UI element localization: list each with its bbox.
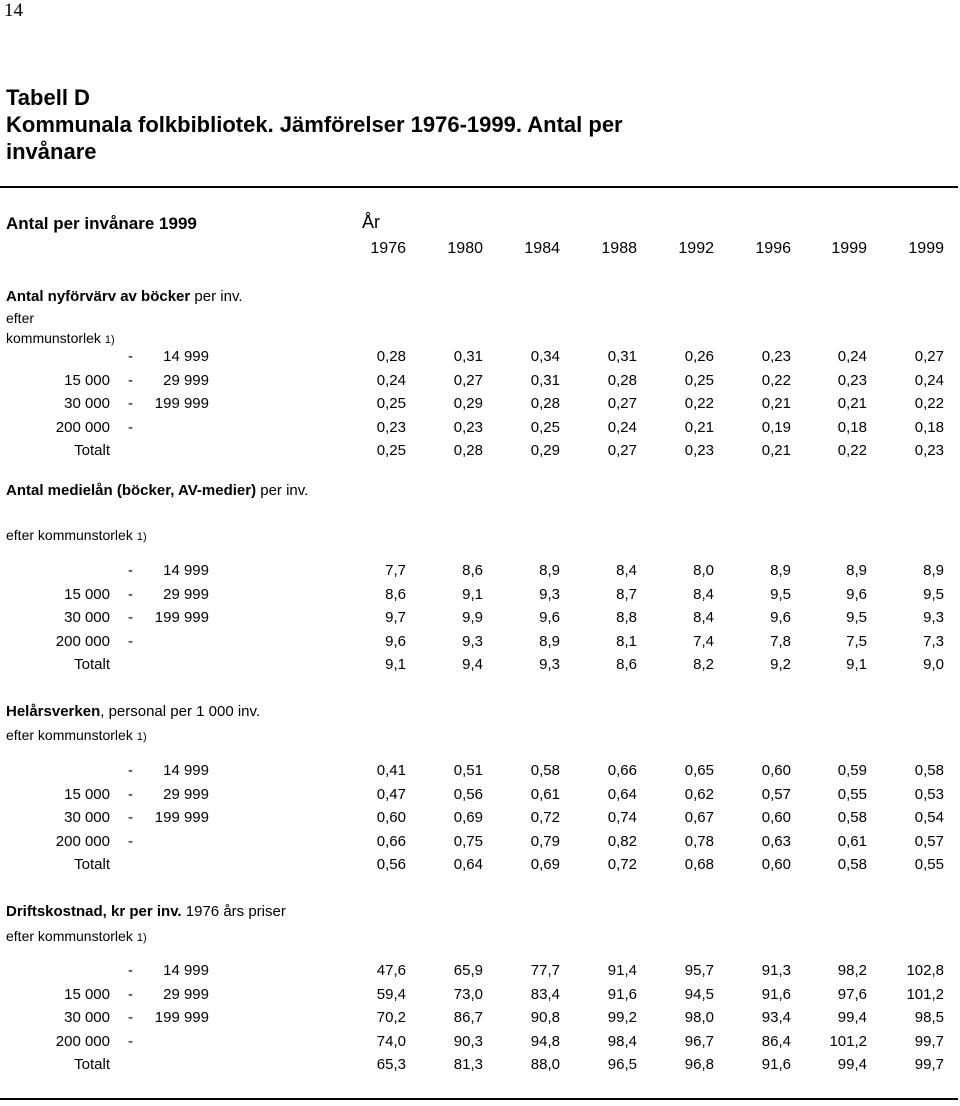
section-title-bold: Antal nyförvärv av böcker	[6, 288, 191, 305]
table-cell: 9,1	[385, 656, 406, 673]
row-label-to: 199 999	[154, 809, 209, 826]
table-cell: 95,7	[684, 962, 714, 979]
row-label-from: 30 000	[64, 609, 110, 626]
table-cell: 0,29	[453, 395, 483, 412]
table-cell: 0,79	[530, 832, 560, 850]
section-title-rest: per inv.	[190, 288, 243, 305]
table-cell: 90,3	[453, 1032, 483, 1050]
table-cell: 91,6	[607, 985, 637, 1003]
table-cell: 0,23	[684, 442, 714, 459]
row-label-dash: -	[128, 832, 133, 850]
year-header-2: 1984	[524, 240, 560, 257]
row-label-to: 199 999	[154, 1009, 209, 1026]
footnote-marker: 1)	[136, 731, 147, 743]
table-cell: 0,28	[376, 348, 406, 365]
table-cell: 0,21	[684, 418, 714, 436]
table-cell: 0,72	[530, 809, 560, 826]
year-header-1: 1980	[447, 240, 483, 257]
row-label-from: Totalt	[74, 856, 110, 873]
table-cell: 9,3	[462, 632, 483, 650]
row-label-to: 29 999	[163, 785, 209, 803]
section-title-bold: Antal medielån (böcker, AV-medier)	[6, 482, 257, 499]
table-cell: 7,3	[923, 632, 944, 650]
section-title	[6, 703, 260, 720]
page-number: 14	[4, 0, 23, 21]
table-cell: 97,6	[837, 985, 867, 1003]
row-label-dash: -	[128, 985, 133, 1003]
table-cell: 0,31	[530, 371, 560, 389]
title-line-2: Kommunala folkbibliotek. Jämförelser 1976-1999. Antal per	[6, 112, 623, 137]
table-cell: 0,28	[607, 371, 637, 389]
table-cell: 0,19	[761, 418, 791, 436]
table-cell: 0,82	[607, 832, 637, 850]
table-cell: 0,25	[376, 395, 406, 412]
table-cell: 0,57	[914, 832, 944, 850]
section-subtitle-text-2: kommunstorlek	[6, 330, 101, 346]
section-subtitle	[6, 727, 147, 743]
table-cell: 0,22	[837, 442, 867, 459]
table-cell: 0,61	[837, 832, 867, 850]
table-cell: 0,23	[837, 371, 867, 389]
table-cell: 98,4	[607, 1032, 637, 1050]
table-cell: 65,3	[376, 1056, 406, 1073]
table-cell: 88,0	[530, 1056, 560, 1073]
row-label-dash: -	[128, 562, 133, 579]
table-cell: 8,1	[616, 632, 637, 650]
table-cell: 8,9	[539, 562, 560, 579]
table-cell: 0,60	[376, 809, 406, 826]
table-cell: 0,69	[453, 809, 483, 826]
row-label-to: 199 999	[154, 609, 209, 626]
table-cell: 9,7	[385, 609, 406, 626]
table-cell: 0,21	[761, 395, 791, 412]
section-title-rest: , personal per 1 000 inv.	[100, 703, 261, 720]
table-cell: 0,21	[761, 442, 791, 459]
year-header-3: 1988	[601, 240, 637, 257]
section-subtitle	[6, 527, 147, 543]
column-header-label: Antal per invånare 1999	[6, 214, 197, 233]
table-cell: 0,24	[914, 371, 944, 389]
table-cell: 8,7	[616, 585, 637, 603]
table-cell: 74,0	[376, 1032, 406, 1050]
table-cell: 0,61	[530, 785, 560, 803]
table-cell: 86,7	[453, 1009, 483, 1026]
row-label-from: 30 000	[64, 1009, 110, 1026]
table-cell: 99,7	[914, 1032, 944, 1050]
table-cell: 0,54	[914, 809, 944, 826]
table-cell: 96,8	[684, 1056, 714, 1073]
section-subtitle-text: efter kommunstorlek	[6, 527, 133, 543]
table-cell: 0,26	[684, 348, 714, 365]
table-title	[6, 84, 706, 165]
table-cell: 0,78	[684, 832, 714, 850]
table-cell: 0,18	[837, 418, 867, 436]
title-line-1: Tabell D	[6, 85, 90, 110]
table-cell: 9,6	[846, 585, 867, 603]
footnote-marker: 1)	[136, 531, 147, 543]
table-cell: 91,4	[607, 962, 637, 979]
row-label-dash: -	[128, 762, 133, 779]
table-cell: 94,8	[530, 1032, 560, 1050]
row-label-to: 14 999	[163, 762, 209, 779]
section-title	[6, 482, 308, 499]
table-cell: 99,4	[837, 1009, 867, 1026]
table-cell: 65,9	[453, 962, 483, 979]
table-cell: 0,66	[376, 832, 406, 850]
table-cell: 9,6	[385, 632, 406, 650]
row-label-from: Totalt	[74, 442, 110, 459]
table-cell: 0,58	[914, 762, 944, 779]
table-cell: 0,57	[761, 785, 791, 803]
table-cell: 96,5	[607, 1056, 637, 1073]
table-cell: 0,25	[684, 371, 714, 389]
table-cell: 0,75	[453, 832, 483, 850]
row-label-from: 15 000	[64, 985, 110, 1003]
table-cell: 0,22	[914, 395, 944, 412]
table-cell: 0,24	[837, 348, 867, 365]
table-cell: 0,41	[376, 762, 406, 779]
table-cell: 0,55	[837, 785, 867, 803]
table-cell: 102,8	[906, 962, 944, 979]
table-cell: 0,31	[453, 348, 483, 365]
table-cell: 0,27	[607, 442, 637, 459]
row-label-to: 29 999	[163, 371, 209, 389]
row-label-from: Totalt	[74, 1056, 110, 1073]
table-cell: 0,51	[453, 762, 483, 779]
section-subtitle	[6, 310, 34, 326]
table-cell: 0,27	[453, 371, 483, 389]
section-subtitle-line-2	[6, 330, 115, 346]
table-cell: 99,4	[837, 1056, 867, 1073]
table-cell: 0,64	[607, 785, 637, 803]
table-cell: 0,23	[761, 348, 791, 365]
table-cell: 0,63	[761, 832, 791, 850]
row-label-dash: -	[128, 1009, 133, 1026]
table-cell: 9,4	[462, 656, 483, 673]
row-label-from: 15 000	[64, 785, 110, 803]
table-cell: 8,2	[693, 656, 714, 673]
year-header-4: 1992	[678, 240, 714, 257]
row-label-dash: -	[128, 609, 133, 626]
table-cell: 0,58	[837, 856, 867, 873]
table-cell: 98,5	[914, 1009, 944, 1026]
table-cell: 0,21	[837, 395, 867, 412]
table-cell: 8,8	[616, 609, 637, 626]
row-label-from: 200 000	[55, 1032, 110, 1050]
table-cell: 9,0	[923, 656, 944, 673]
row-label-dash: -	[128, 632, 133, 650]
table-cell: 0,58	[530, 762, 560, 779]
row-label-dash: -	[128, 395, 133, 412]
table-cell: 0,18	[914, 418, 944, 436]
table-cell: 9,5	[846, 609, 867, 626]
table-cell: 7,8	[770, 632, 791, 650]
row-label-from: 200 000	[55, 832, 110, 850]
table-cell: 0,28	[453, 442, 483, 459]
row-label-to: 29 999	[163, 585, 209, 603]
table-cell: 0,25	[376, 442, 406, 459]
table-cell: 0,58	[837, 809, 867, 826]
row-label-dash: -	[128, 809, 133, 826]
row-label-dash: -	[128, 1032, 133, 1050]
table-cell: 8,9	[846, 562, 867, 579]
bottom-rule	[0, 1098, 958, 1100]
footnote-marker: 1)	[104, 334, 115, 346]
row-label-from: 200 000	[55, 632, 110, 650]
table-cell: 47,6	[376, 962, 406, 979]
table-cell: 99,7	[914, 1056, 944, 1073]
table-cell: 0,56	[453, 785, 483, 803]
table-cell: 7,5	[846, 632, 867, 650]
table-cell: 8,9	[539, 632, 560, 650]
title-line-3: invånare	[6, 139, 97, 164]
table-cell: 8,9	[923, 562, 944, 579]
table-cell: 8,4	[616, 562, 637, 579]
table-cell: 0,53	[914, 785, 944, 803]
table-cell: 101,2	[906, 985, 944, 1003]
table-cell: 86,4	[761, 1032, 791, 1050]
row-label-to: 29 999	[163, 985, 209, 1003]
section-title-bold: Driftskostnad, kr per inv.	[6, 903, 182, 920]
table-cell: 9,9	[462, 609, 483, 626]
table-cell: 0,23	[914, 442, 944, 459]
year-group-label: År	[362, 212, 380, 232]
table-cell: 0,24	[607, 418, 637, 436]
section-subtitle	[6, 928, 147, 944]
table-cell: 0,59	[837, 762, 867, 779]
row-label-from: 30 000	[64, 395, 110, 412]
year-header-6: 1999	[831, 240, 867, 257]
table-cell: 8,6	[385, 585, 406, 603]
section-title	[6, 903, 286, 920]
section-subtitle-text: efter	[6, 310, 35, 326]
table-cell: 8,9	[770, 562, 791, 579]
section-title-bold: Helårsverken	[6, 703, 101, 720]
table-cell: 9,2	[770, 656, 791, 673]
table-cell: 7,7	[385, 562, 406, 579]
table-cell: 0,60	[761, 809, 791, 826]
table-cell: 0,68	[684, 856, 714, 873]
table-cell: 0,74	[607, 809, 637, 826]
row-label-dash: -	[128, 371, 133, 389]
table-cell: 101,2	[829, 1032, 867, 1050]
table-cell: 9,5	[923, 585, 944, 603]
table-cell: 0,56	[376, 856, 406, 873]
table-cell: 83,4	[530, 985, 560, 1003]
table-cell: 98,0	[684, 1009, 714, 1026]
row-label-to: 14 999	[163, 962, 209, 979]
table-cell: 93,4	[761, 1009, 791, 1026]
table-cell: 9,6	[539, 609, 560, 626]
year-header-0: 1976	[370, 240, 406, 257]
row-label-dash: -	[128, 785, 133, 803]
table-cell: 0,23	[453, 418, 483, 436]
row-label-from: 15 000	[64, 585, 110, 603]
table-cell: 0,31	[607, 348, 637, 365]
table-cell: 9,5	[770, 585, 791, 603]
row-label-dash: -	[128, 418, 133, 436]
table-cell: 70,2	[376, 1009, 406, 1026]
table-cell: 0,65	[684, 762, 714, 779]
section-subtitle-text: efter kommunstorlek	[6, 928, 133, 944]
table-cell: 0,27	[607, 395, 637, 412]
table-cell: 0,60	[761, 762, 791, 779]
table-cell: 77,7	[530, 962, 560, 979]
table-cell: 0,29	[530, 442, 560, 459]
table-cell: 96,7	[684, 1032, 714, 1050]
table-cell: 90,8	[530, 1009, 560, 1026]
table-cell: 0,60	[761, 856, 791, 873]
table-cell: 9,1	[846, 656, 867, 673]
table-cell: 0,62	[684, 785, 714, 803]
table-cell: 91,6	[761, 985, 791, 1003]
table-cell: 8,6	[616, 656, 637, 673]
table-cell: 81,3	[453, 1056, 483, 1073]
row-label-from: Totalt	[74, 656, 110, 673]
table-cell: 8,6	[462, 562, 483, 579]
year-header-5: 1996	[755, 240, 791, 257]
row-label-dash: -	[128, 348, 133, 365]
table-cell: 0,22	[761, 371, 791, 389]
row-label-dash: -	[128, 585, 133, 603]
table-cell: 0,67	[684, 809, 714, 826]
footnote-marker: 1)	[136, 932, 147, 944]
table-cell: 0,64	[453, 856, 483, 873]
section-title-rest: per inv.	[256, 482, 309, 499]
table-cell: 73,0	[453, 985, 483, 1003]
table-cell: 0,47	[376, 785, 406, 803]
row-label-from: 200 000	[55, 418, 110, 436]
table-cell: 9,6	[770, 609, 791, 626]
section-subtitle-text: efter kommunstorlek	[6, 727, 133, 743]
year-header-7: 1999	[908, 240, 944, 257]
table-cell: 9,3	[923, 609, 944, 626]
table-cell: 91,6	[761, 1056, 791, 1073]
row-label-from: 15 000	[64, 371, 110, 389]
table-cell: 94,5	[684, 985, 714, 1003]
table-cell: 0,23	[376, 418, 406, 436]
table-cell: 99,2	[607, 1009, 637, 1026]
row-label-to: 14 999	[163, 562, 209, 579]
table-cell: 9,1	[462, 585, 483, 603]
table-cell: 0,22	[684, 395, 714, 412]
table-cell: 7,4	[693, 632, 714, 650]
table-cell: 8,4	[693, 609, 714, 626]
table-cell: 59,4	[376, 985, 406, 1003]
row-label-to: 199 999	[154, 395, 209, 412]
row-label-from: 30 000	[64, 809, 110, 826]
section-title-rest: 1976 års priser	[181, 903, 286, 920]
table-cell: 0,24	[376, 371, 406, 389]
table-cell: 9,3	[539, 585, 560, 603]
row-label-to: 14 999	[163, 348, 209, 365]
table-cell: 0,55	[914, 856, 944, 873]
row-label-dash: -	[128, 962, 133, 979]
table-cell: 0,69	[530, 856, 560, 873]
table-cell: 0,28	[530, 395, 560, 412]
table-cell: 0,66	[607, 762, 637, 779]
top-rule	[0, 186, 958, 188]
table-cell: 0,27	[914, 348, 944, 365]
table-cell: 8,0	[693, 562, 714, 579]
table-cell: 0,34	[530, 348, 560, 365]
table-cell: 98,2	[837, 962, 867, 979]
table-cell: 0,72	[607, 856, 637, 873]
table-cell: 8,4	[693, 585, 714, 603]
table-cell: 91,3	[761, 962, 791, 979]
table-cell: 9,3	[539, 656, 560, 673]
section-title	[6, 288, 243, 305]
table-cell: 0,25	[530, 418, 560, 436]
